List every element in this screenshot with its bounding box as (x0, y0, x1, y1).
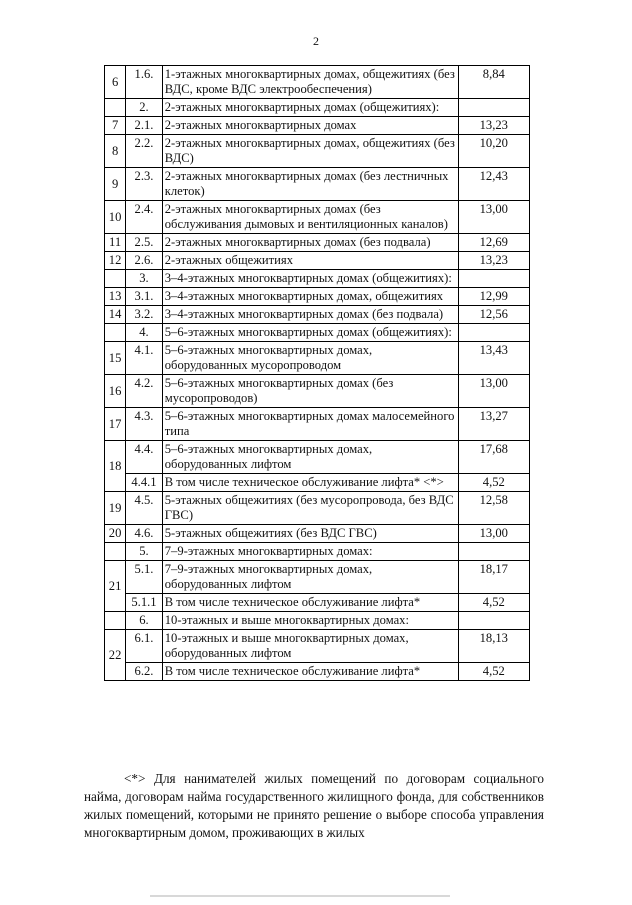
row-number: 14 (105, 306, 126, 324)
row-number: 12 (105, 252, 126, 270)
row-value: 13,00 (458, 525, 529, 543)
table-row (105, 324, 530, 342)
table-row (105, 492, 530, 525)
row-description: 5-этажных общежитиях (без мусоропровода, без ВДС ГВС) (162, 492, 458, 525)
row-value (458, 612, 529, 630)
row-number: 6 (105, 66, 126, 99)
row-description: 3–4-этажных многоквартирных домах (без подвала) (162, 306, 458, 324)
row-number: 13 (105, 288, 126, 306)
row-subnumber: 2.3. (126, 168, 163, 201)
row-description: 5–6-этажных многоквартирных домах (общежитиях): (162, 324, 458, 342)
row-subnumber: 5.1. (126, 561, 163, 594)
row-number: 17 (105, 408, 126, 441)
row-subnumber: 4. (126, 324, 163, 342)
row-description: В том числе техническое обслуживание лифта* <*> (162, 474, 458, 492)
row-value: 12,69 (458, 234, 529, 252)
row-number: 8 (105, 135, 126, 168)
table-row (105, 342, 530, 375)
row-number: 7 (105, 117, 126, 135)
table-row (105, 525, 530, 543)
table-row (105, 594, 530, 612)
table-row (105, 99, 530, 117)
row-subnumber: 3. (126, 270, 163, 288)
row-description: 10-этажных и выше многоквартирных домах: (162, 612, 458, 630)
row-subnumber: 6. (126, 612, 163, 630)
table-row (105, 663, 530, 681)
row-subnumber: 2.2. (126, 135, 163, 168)
row-description: 3–4-этажных многоквартирных домах, общежитиях (162, 288, 458, 306)
row-description: 1-этажных многоквартирных домах, общежитиях (без ВДС, кроме ВДС электрообеспечения) (162, 66, 458, 99)
row-subnumber: 4.1. (126, 342, 163, 375)
row-description: 2-этажных многоквартирных домах, общежитиях (без ВДС) (162, 135, 458, 168)
row-number: 9 (105, 168, 126, 201)
row-description: 2-этажных многоквартирных домах (162, 117, 458, 135)
row-description: 2-этажных многоквартирных домах (без обслуживания дымовых и вентиляционных каналов) (162, 201, 458, 234)
row-subnumber: 2.1. (126, 117, 163, 135)
row-description: В том числе техническое обслуживание лифта* (162, 594, 458, 612)
table-row (105, 543, 530, 561)
row-subnumber: 4.6. (126, 525, 163, 543)
row-number: 22 (105, 630, 126, 681)
row-subnumber: 2.4. (126, 201, 163, 234)
table-row (105, 135, 530, 168)
row-value: 10,20 (458, 135, 529, 168)
table-row (105, 612, 530, 630)
row-subnumber: 2.6. (126, 252, 163, 270)
row-description: 2-этажных многоквартирных домах (общежитиях): (162, 99, 458, 117)
footnote-text: <*> Для нанимателей жилых помещений по договорам социального найма, договорам найма государственного жилищного фонда, для собственников жилых помещений, которыми не принято решение о выборе способа управления многоквартирным домом, проживающих в жилых (84, 771, 544, 840)
row-value: 17,68 (458, 441, 529, 474)
row-subnumber: 4.4.1 (126, 474, 163, 492)
row-subnumber: 4.3. (126, 408, 163, 441)
row-value: 13,27 (458, 408, 529, 441)
rates-table (104, 65, 530, 681)
row-description: 5–6-этажных многоквартирных домах, оборудованных лифтом (162, 441, 458, 474)
row-description: 3–4-этажных многоквартирных домах (общежитиях): (162, 270, 458, 288)
row-description: 2-этажных многоквартирных домах (без лестничных клеток) (162, 168, 458, 201)
row-value (458, 270, 529, 288)
row-number: 21 (105, 561, 126, 612)
row-value: 13,43 (458, 342, 529, 375)
row-subnumber: 5.1.1 (126, 594, 163, 612)
row-subnumber: 4.4. (126, 441, 163, 474)
row-value (458, 543, 529, 561)
row-number (105, 543, 126, 561)
table-row (105, 630, 530, 663)
row-value: 12,58 (458, 492, 529, 525)
row-description: 5–6-этажных многоквартирных домах, оборудованных мусоропроводом (162, 342, 458, 375)
row-number: 16 (105, 375, 126, 408)
row-value: 18,13 (458, 630, 529, 663)
row-subnumber: 4.5. (126, 492, 163, 525)
table-row (105, 306, 530, 324)
row-value: 12,99 (458, 288, 529, 306)
row-description: 5-этажных общежитиях (без ВДС ГВС) (162, 525, 458, 543)
table-row (105, 168, 530, 201)
table-row (105, 474, 530, 492)
table-row (105, 441, 530, 474)
table-row (105, 561, 530, 594)
page-number: 2 (313, 34, 319, 48)
table-row (105, 117, 530, 135)
row-value (458, 99, 529, 117)
row-description: 10-этажных и выше многоквартирных домах, оборудованных лифтом (162, 630, 458, 663)
row-value: 13,00 (458, 375, 529, 408)
table-row (105, 270, 530, 288)
row-description: 2-этажных многоквартирных домах (без подвала) (162, 234, 458, 252)
row-value: 13,23 (458, 117, 529, 135)
table-row (105, 252, 530, 270)
row-number (105, 270, 126, 288)
table-row (105, 201, 530, 234)
row-subnumber: 6.1. (126, 630, 163, 663)
row-subnumber: 6.2. (126, 663, 163, 681)
row-number: 20 (105, 525, 126, 543)
row-value: 4,52 (458, 474, 529, 492)
row-description: 5–6-этажных многоквартирных домах малосемейного типа (162, 408, 458, 441)
row-description: 5–6-этажных многоквартирных домах (без мусоропроводов) (162, 375, 458, 408)
row-number: 15 (105, 342, 126, 375)
row-value: 13,00 (458, 201, 529, 234)
row-number: 19 (105, 492, 126, 525)
row-subnumber: 2.5. (126, 234, 163, 252)
row-number (105, 612, 126, 630)
row-number: 18 (105, 441, 126, 492)
row-description: 2-этажных общежитиях (162, 252, 458, 270)
row-number (105, 324, 126, 342)
row-subnumber: 2. (126, 99, 163, 117)
row-value: 4,52 (458, 594, 529, 612)
row-value (458, 324, 529, 342)
table-row (105, 234, 530, 252)
table-row (105, 288, 530, 306)
row-subnumber: 3.1. (126, 288, 163, 306)
row-value: 4,52 (458, 663, 529, 681)
table-row (105, 408, 530, 441)
row-subnumber: 1.6. (126, 66, 163, 99)
row-subnumber: 4.2. (126, 375, 163, 408)
row-value: 12,43 (458, 168, 529, 201)
table-row (105, 66, 530, 99)
row-number: 11 (105, 234, 126, 252)
row-value: 8,84 (458, 66, 529, 99)
row-description: 7–9-этажных многоквартирных домах, оборудованных лифтом (162, 561, 458, 594)
scan-artifact (150, 895, 450, 897)
row-value: 12,56 (458, 306, 529, 324)
table-row (105, 375, 530, 408)
row-value: 18,17 (458, 561, 529, 594)
row-subnumber: 5. (126, 543, 163, 561)
row-description: В том числе техническое обслуживание лифта* (162, 663, 458, 681)
row-subnumber: 3.2. (126, 306, 163, 324)
row-number (105, 99, 126, 117)
row-number: 10 (105, 201, 126, 234)
row-description: 7–9-этажных многоквартирных домах: (162, 543, 458, 561)
row-value: 13,23 (458, 252, 529, 270)
